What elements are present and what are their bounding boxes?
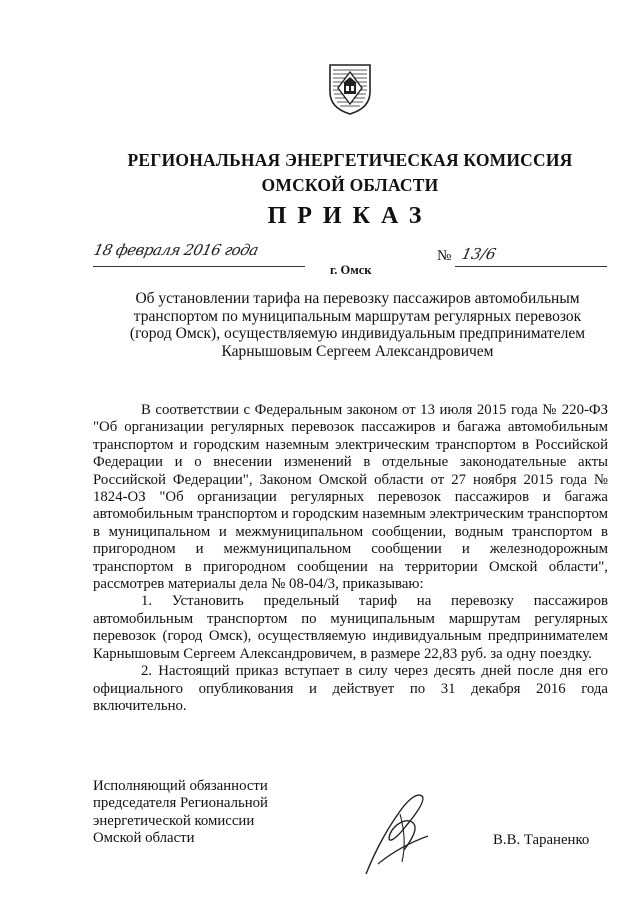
signatory-line-4: Омской области	[93, 830, 195, 847]
signatory-line-1: Исполняющий обязанности	[93, 778, 268, 794]
subject-line-1: Об установлении тарифа на перевозку пассажиров автомобильным	[135, 290, 580, 307]
handwritten-signature-icon	[356, 784, 446, 884]
document-city: г. Омск	[330, 263, 372, 277]
date-underline	[93, 266, 305, 267]
subject-line-4: Карнышовым Сергеем Александровичем	[221, 342, 494, 360]
authority-line-1: РЕГИОНАЛЬНАЯ ЭНЕРГЕТИЧЕСКАЯ КОМИССИЯ	[127, 150, 573, 170]
order-item-1: 1. Установить предельный тариф на перевозку пассажиров автомобильным транспортом по муниципальным маршрутам регулярных перевозок (город Омск), осуществляемую индивидуальным предпринимателем Карнышовым Сергеем Александровичем, в размере 22,83 руб. за одну поездку.	[93, 593, 608, 662]
omsk-coat-of-arms-icon	[327, 62, 373, 116]
document-number: 13/6	[460, 245, 498, 263]
body-preamble: В соответствии с Федеральным законом от 13 июля 2015 года № 220-ФЗ "Об организации регулярных перевозок пассажиров и багажа автомобильным транспортом и городским наземным электрическим транспортом в Российской Федерации и о внесении изменений в отдельные законодательные акты Российской Федерации", Законом Омской области от 27 ноября 2015 года № 1824-ОЗ "Об организации регулярных перевозок пассажиров и багажа автомобильным транспортом и городским наземным электрическим транспортом в муниципальном и межмуниципальном сообщении, водным транспортом в пригородном и межмуниципальном сообщении и железнодорожным транспортом в пригородном сообщении на территории Омской области", рассмотрев материалы дела № 08-04/3, приказываю:	[93, 402, 608, 593]
document-subject	[0, 290, 640, 360]
subject-line-2: транспортом по муниципальным маршрутам регулярных перевозок	[133, 307, 582, 325]
order-item-2: 2. Настоящий приказ вступает в силу через десять дней после дня его официального опубликования и действует по 31 декабря 2016 года включительно.	[93, 663, 608, 714]
signatory-line-3: энергетической комиссии	[93, 812, 255, 829]
document-date: 18 февраля 2016 года	[91, 241, 260, 259]
document-title: ПРИКАЗ	[267, 203, 433, 229]
authority-line-2: ОМСКОЙ ОБЛАСТИ	[261, 175, 439, 195]
number-underline	[455, 266, 607, 267]
signatory-title	[93, 778, 313, 848]
subject-line-3: (город Омск), осуществляемую индивидуальным предпринимателем	[129, 325, 586, 342]
authority-name	[0, 148, 640, 198]
signer-name: В.В. Тараненко	[493, 832, 590, 848]
signatory-line-2: председателя Региональной	[93, 795, 268, 812]
number-sign: №	[437, 248, 452, 264]
document-body	[93, 402, 608, 715]
